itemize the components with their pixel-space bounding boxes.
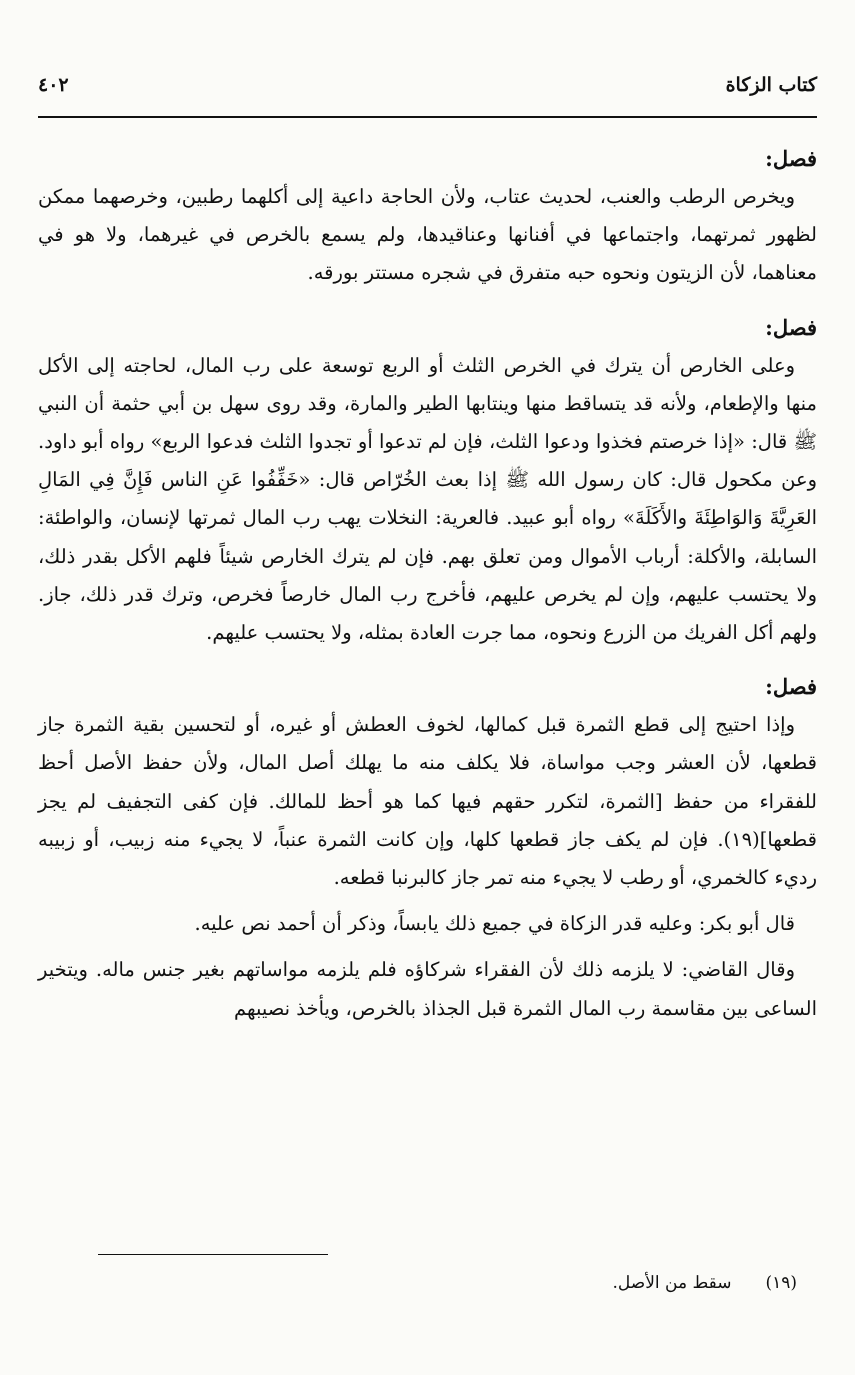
footnote	[38, 1268, 797, 1298]
paragraph: وإذا احتيج إلى قطع الثمرة قبل كمالها، لخوف العطش أو غيره، أو لتحسين بقية الثمرة جاز قطعها، لأن العشر وجب مواساة، فلا يكلف منه ما يهلك أصل المال، ولأن حفظ الأصل أحظ للفقراء من حفظ [الثمرة، لتكرر حقهم فيها كما هو أحظ للمالك. فإن كفى التجفيف لم يجز قطعها](١٩). فإن لم يكف جاز قطعها كلها، وإن كانت الثمرة عنباً، لا يجيء منه زبيب، أو زبيبه رديء كالخمري، أو رطب لا يجيء منه تمر جاز كالبرنبا قطعه.	[38, 713, 817, 890]
header-rule	[38, 116, 817, 118]
paragraph: ويخرص الرطب والعنب، لحديث عتاب، ولأن الحاجة داعية إلى أكلهما رطبين، وخرصهما ممكن لظهور ثمرتهما، واجتماعها في أفنانها وعناقيدها، ولم يسمع بالخرص في غيرهما، ولا هو في معناهما، لأن الزيتون ونحوه حبه متفرق في شجره مستتر بورقه.	[38, 185, 817, 285]
running-header	[38, 70, 817, 100]
section-heading: فصل:	[765, 674, 817, 700]
paragraph: قال أبو بكر: وعليه قدر الزكاة في جميع ذلك يابساً، وذكر أن أحمد نص عليه.	[194, 912, 795, 936]
paragraph: وعلى الخارص أن يترك في الخرص الثلث أو الربع توسعة على رب المال، لحاجته إلى الأكل منها والإطعام، ولأنه قد يتساقط منها وينتابها الطير والمارة، وقد روى سهل بن أبي حثمة أن النبي ﷺ قال: «إذا خرصتم فخذوا ودعوا الثلث، فإن لم تدعوا أو تجدوا الثلث فدعوا الربع» رواه أبو داود. وعن مكحول قال: كان رسول الله ﷺ إذا بعث الخُرّاص قال: «خَفِّفُوا عَنِ الناس فَإِنَّ فِي المَالِ العَرِيَّةَ وَالوَاطِئَةَ والأَكَلَةَ» رواه أبو عبيد. فالعرية: النخلات يهب رب المال ثمرتها لإنسان، والواطئة: السابلة، والأكلة: أرباب الأموال ومن تعلق بهم. فإن لم يترك الخارص شيئاً فلهم الأكل بقدر ذلك، ولا يحتسب عليهم، وإن لم يخرص عليهم، فأخرج رب المال خارصاً فخرص، وترك قدر ذلك، جاز. ولهم أكل الفريك من الزرع ونحوه، مما جرت العادة بمثله، ولا يحتسب عليهم.	[38, 353, 817, 645]
section-heading: فصل:	[765, 314, 817, 340]
footnote-number: (١٩)	[765, 1273, 797, 1293]
main-text	[38, 140, 817, 1028]
paragraph: وقال القاضي: لا يلزمه ذلك لأن الفقراء شركاؤه فلم يلزمه مواساتهم بغير جنس ماله. ويتخير الساعى بين مقاسمة رب المال الثمرة قبل الجذاذ بالخرص، ويأخذ نصيبهم	[38, 958, 817, 1020]
footnote-text: سقط من الأصل.	[612, 1273, 732, 1293]
book-page	[38, 0, 817, 1375]
footnote-rule	[98, 1254, 328, 1255]
page-number: ٤٠٢	[38, 74, 69, 96]
section-heading: فصل:	[765, 146, 817, 171]
book-title: كتاب الزكاة	[725, 74, 817, 96]
